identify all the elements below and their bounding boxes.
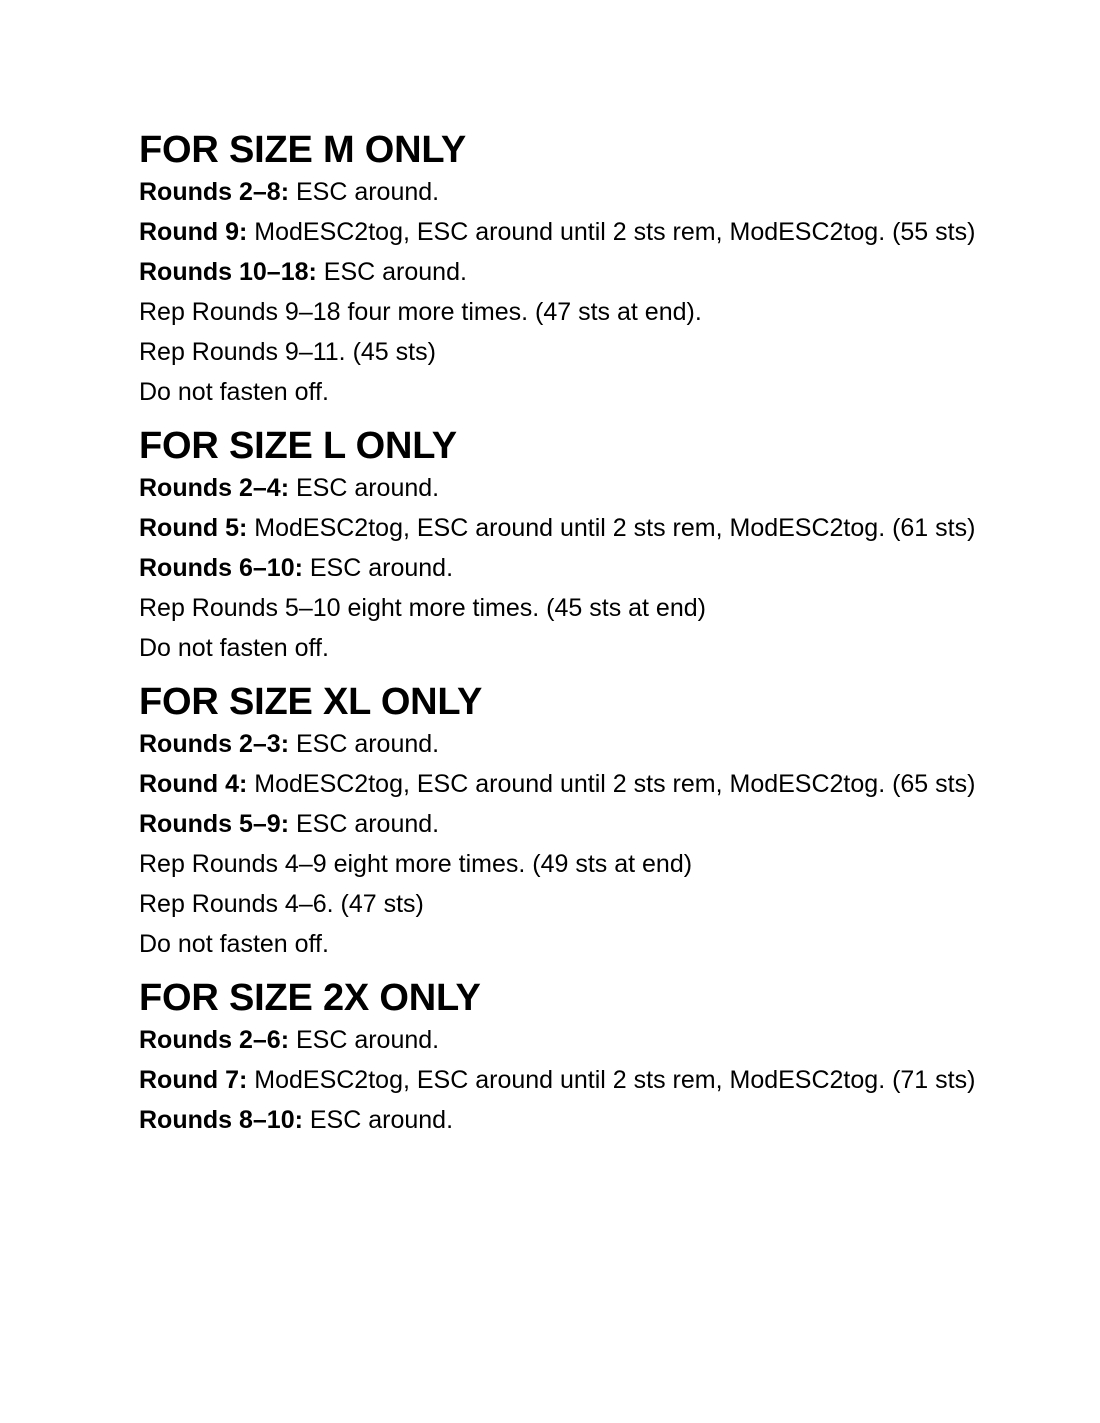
section-title: FOR SIZE M ONLY xyxy=(139,129,467,171)
instruction-line xyxy=(139,928,1039,960)
instruction-text: ModESC2tog, ESC around until 2 sts rem, ModESC2tog. (61 sts) xyxy=(247,514,976,542)
section-title: FOR SIZE L ONLY xyxy=(139,425,457,467)
instruction-text: ESC around. xyxy=(289,730,440,758)
instruction-text: ESC around. xyxy=(289,1026,440,1054)
instruction-line xyxy=(139,592,1039,624)
round-label: Rounds 5–9: xyxy=(139,810,290,838)
instruction-line xyxy=(139,472,1039,504)
section-size-m xyxy=(139,126,1039,408)
instruction-text: Rep Rounds 4–6. (47 sts) xyxy=(139,890,424,918)
instruction-line xyxy=(139,632,1039,664)
round-label: Rounds 10–18: xyxy=(139,258,317,286)
round-label: Round 4: xyxy=(139,770,248,798)
instruction-text: Do not fasten off. xyxy=(139,930,329,958)
round-label: Round 5: xyxy=(139,514,248,542)
round-label: Rounds 2–3: xyxy=(139,730,290,758)
instruction-text: ESC around. xyxy=(302,554,454,582)
round-label: Round 7: xyxy=(139,1066,248,1094)
instruction-text: Rep Rounds 5–10 eight more times. (45 sts at end) xyxy=(139,594,706,622)
instruction-text: ESC around. xyxy=(302,1106,454,1134)
round-label: Rounds 6–10: xyxy=(139,554,303,582)
instruction-line xyxy=(139,728,1039,760)
section-size-2x xyxy=(139,974,1039,1136)
instruction-line xyxy=(139,216,1039,248)
round-label: Rounds 2–6: xyxy=(139,1026,290,1054)
instruction-line xyxy=(139,376,1039,408)
instruction-line xyxy=(139,1104,1039,1136)
instruction-line xyxy=(139,768,1039,800)
instruction-text: ModESC2tog, ESC around until 2 sts rem, ModESC2tog. (71 sts) xyxy=(247,1066,976,1094)
instruction-text: ESC around. xyxy=(289,474,440,502)
instruction-line xyxy=(139,1064,1039,1096)
section-title: FOR SIZE XL ONLY xyxy=(139,681,483,723)
instruction-text: Do not fasten off. xyxy=(139,378,329,406)
instruction-line xyxy=(139,256,1039,288)
instruction-line xyxy=(139,512,1039,544)
pattern-page xyxy=(139,126,1039,1144)
instruction-line xyxy=(139,176,1039,208)
round-label: Rounds 2–4: xyxy=(139,474,290,502)
section-title: FOR SIZE 2X ONLY xyxy=(139,977,481,1019)
instruction-text: ModESC2tog, ESC around until 2 sts rem, ModESC2tog. (65 sts) xyxy=(247,770,976,798)
instruction-line xyxy=(139,336,1039,368)
instruction-line xyxy=(139,888,1039,920)
instruction-text: Do not fasten off. xyxy=(139,634,329,662)
instruction-line xyxy=(139,848,1039,880)
round-label: Round 9: xyxy=(139,218,248,246)
round-label: Rounds 8–10: xyxy=(139,1106,303,1134)
section-size-l xyxy=(139,422,1039,664)
instruction-text: Rep Rounds 9–11. (45 sts) xyxy=(139,338,436,366)
instruction-text: ModESC2tog, ESC around until 2 sts rem, ModESC2tog. (55 sts) xyxy=(247,218,976,246)
section-size-xl xyxy=(139,678,1039,960)
instruction-text: Rep Rounds 4–9 eight more times. (49 sts at end) xyxy=(139,850,693,878)
instruction-text: Rep Rounds 9–18 four more times. (47 sts at end). xyxy=(139,298,702,326)
instruction-line xyxy=(139,1024,1039,1056)
instruction-text: ESC around. xyxy=(289,810,440,838)
instruction-line xyxy=(139,552,1039,584)
round-label: Rounds 2–8: xyxy=(139,178,290,206)
instruction-text: ESC around. xyxy=(316,258,467,286)
instruction-text: ESC around. xyxy=(289,178,440,206)
instruction-line xyxy=(139,296,1039,328)
instruction-line xyxy=(139,808,1039,840)
